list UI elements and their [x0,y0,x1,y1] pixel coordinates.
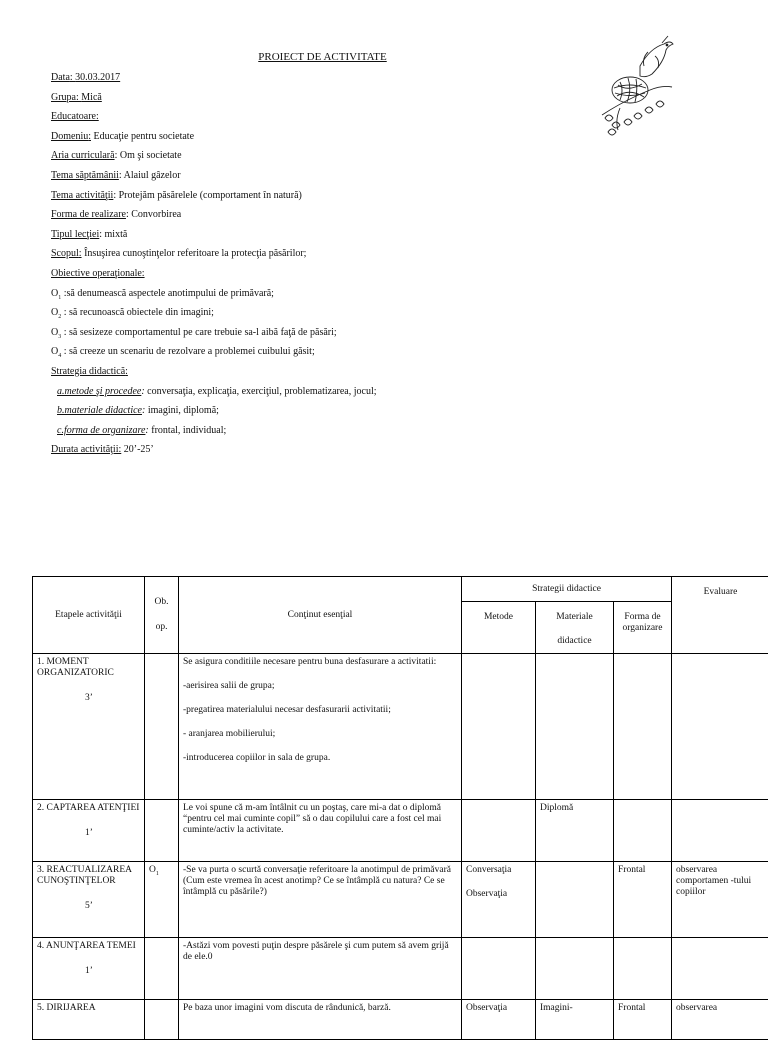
field-tema-saptamanii: Tema săptămânii: Alaiul gâzelor [51,168,377,188]
metode-cell [462,800,536,862]
forma-cell: Frontal [614,1000,672,1040]
evaluare-cell [672,938,768,1000]
strategia-forma: c.forma de organizare: frontal, individual; [51,423,377,443]
field-data: Data: 30.03.2017 [51,70,377,90]
bird-nest-illustration [600,30,675,142]
table-row [33,862,768,938]
etapa-cell: 1. MOMENT ORGANIZATORIC 3’ [33,654,145,800]
field-domeniu: Domeniu: Educaţie pentru societate [51,129,377,149]
evaluare-cell: observarea [672,1000,768,1040]
continut-cell: -Astăzi vom povesti puţin despre păsărele şi cum putem să avem grijă de ele.0 [179,938,462,1000]
ob-cell [145,654,179,800]
field-grupa: Grupa: Mică [51,90,377,110]
materiale-cell [536,938,614,1000]
materiale-cell: Imagini- [536,1000,614,1040]
materiale-cell [536,862,614,938]
evaluare-cell [672,654,768,800]
metode-cell [462,938,536,1000]
objective-item: $O_2$ : să recunoască obiectele din imagini; [51,305,377,325]
etapa-cell: 3. REACTUALIZAREA CUNOŞTINŢELOR 5’ [33,862,145,938]
ob-cell [145,938,179,1000]
header-materiale: Materiale didactice [536,602,614,654]
continut-cell: -Se va purta o scurtă conversaţie referitoare la anotimpul de primăvară (Cum este vremea în acest anotimp? Ce se întâmplă cu natura? Ce se întâmplă cu păsările?) [179,862,462,938]
header-etape: Etapele activităţii [33,577,145,654]
header-continut: Conţinut esenţial [179,577,462,654]
strategia-metode: a.metode şi procedee: conversaţia, explicaţia, exerciţiul, problematizarea, jocul; [51,384,377,404]
header-evaluare: Evaluare [672,577,768,654]
continut-cell: Le voi spune că m-am întâlnit cu un poştaş, care mi-a dat o diplomă “pentru cel mai cuminte copil” să o dau copilului care a fost cel mai cuminte/activ la activitate. [179,800,462,862]
ob-cell [145,800,179,862]
field-tema-activitatii: Tema activităţii: Protejăm păsărelele (comportament în natură) [51,188,377,208]
ob-cell: $O_1$ [145,862,179,938]
forma-cell [614,654,672,800]
field-strategia: Strategia didactică: [51,364,377,384]
activity-plan-table [32,576,768,1040]
header-strategii: Strategii didactice [462,577,672,602]
etapa-cell: 5. DIRIJAREA [33,1000,145,1040]
metode-cell [462,654,536,800]
forma-cell: Frontal [614,862,672,938]
field-durata: Durata activităţii: 20’-25’ [51,442,377,462]
table-row [33,1000,768,1040]
table-row [33,938,768,1000]
evaluare-cell [672,800,768,862]
activity-info [51,70,377,462]
objective-item: $O_4$ : să creeze un scenariu de rezolvare a problemei cuibului găsit; [51,344,377,364]
etapa-cell: 4. ANUNŢAREA TEMEI 1’ [33,938,145,1000]
field-educatoare: Educatoare: [51,109,377,129]
strategia-materiale: b.materiale didactice: imagini, diplomă; [51,403,377,423]
forma-cell [614,938,672,1000]
table-header-row [33,577,768,602]
table-row [33,654,768,800]
header-ob: Ob. op. [145,577,179,654]
field-forma-realizare: Forma de realizare: Convorbirea [51,207,377,227]
metode-cell: Observaţia [462,1000,536,1040]
objective-item: $O_1$ :să denumească aspectele anotimpului de primăvară; [51,286,377,306]
header-forma: Forma de organizare [614,602,672,654]
ob-cell [145,1000,179,1040]
materiale-cell: Diplomă [536,800,614,862]
field-aria: Aria curriculară: Om şi societate [51,148,377,168]
evaluare-cell: observarea comportamen -tului copiilor [672,862,768,938]
continut-cell: Pe baza unor imagini vom discuta de rândunică, barză. [179,1000,462,1040]
objective-item: $O_3$ : să sesizeze comportamentul pe care trebuie sa-l aibă faţă de păsări; [51,325,377,345]
field-scopul: Scopul: Însuşirea cunoştinţelor referitoare la protecţia păsărilor; [51,246,377,266]
metode-cell: Conversaţia Observaţia [462,862,536,938]
document-title: PROIECT DE ACTIVITATE [0,51,645,63]
forma-cell [614,800,672,862]
table-row [33,800,768,862]
materiale-cell [536,654,614,800]
etapa-cell: 2. CAPTAREA ATENŢIEI 1’ [33,800,145,862]
field-obiective: Obiective operaţionale: [51,266,377,286]
field-tipul-lectiei: Tipul lecţiei: mixtă [51,227,377,247]
continut-cell: Se asigura conditiile necesare pentru buna desfasurare a activitatii: -aerisirea salii de grupa; -pregatirea materialului necesar desfasurarii activitatii; - aranjarea mobilierului; -introducerea copiilor in sala de grupa. [179,654,462,800]
header-metode: Metode [462,602,536,654]
